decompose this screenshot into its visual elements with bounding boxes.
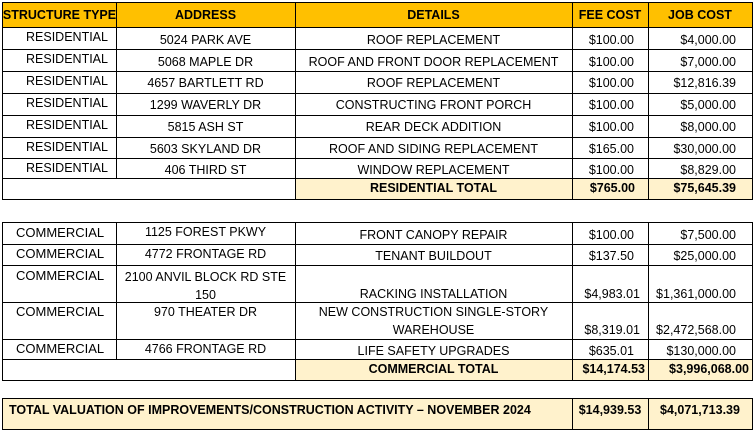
grid-line bbox=[2, 222, 753, 223]
commercial-total-label: COMMERCIAL TOTAL bbox=[295, 359, 572, 380]
grand-total-job: $4,071,713.39 bbox=[648, 399, 752, 429]
fee-cell: $100.00 bbox=[588, 76, 634, 90]
structure-type-cell: RESIDENTIAL bbox=[26, 52, 108, 66]
details-cell: TENANT BUILDOUT bbox=[375, 249, 492, 263]
header-job-cost: JOB COST bbox=[648, 3, 752, 27]
structure-type-cell: RESIDENTIAL bbox=[26, 96, 108, 110]
fee-cell: $165.00 bbox=[588, 142, 634, 156]
details-cell: NEW CONSTRUCTION SINGLE-STORY WAREHOUSE bbox=[318, 305, 549, 337]
job-cell: $8,000.00 bbox=[680, 120, 736, 134]
grid-line bbox=[2, 27, 753, 28]
job-cell: $7,500.00 bbox=[680, 228, 736, 242]
fee-cell: $8,319.01 bbox=[584, 323, 640, 337]
grid-line bbox=[572, 398, 573, 430]
grid-line bbox=[2, 158, 753, 159]
structure-type-cell: COMMERCIAL bbox=[16, 225, 105, 240]
header-details: DETAILS bbox=[295, 3, 572, 27]
grid-line bbox=[2, 49, 753, 50]
details-cell: RACKING INSTALLATION bbox=[359, 287, 508, 301]
header-structure-type: STRUCTURE TYPE bbox=[3, 3, 116, 27]
fee-cell: $100.00 bbox=[588, 98, 634, 112]
job-cell: $1,361,000.00 bbox=[656, 287, 736, 301]
grid-line bbox=[295, 2, 296, 200]
structure-type-cell: RESIDENTIAL bbox=[26, 30, 108, 44]
grid-line bbox=[116, 222, 117, 360]
job-cell: $7,000.00 bbox=[680, 55, 736, 69]
grid-line bbox=[2, 2, 3, 200]
fee-cell: $100.00 bbox=[588, 228, 634, 242]
grid-line bbox=[2, 244, 753, 245]
grid-line bbox=[2, 2, 753, 3]
job-cell: $5,000.00 bbox=[680, 98, 736, 112]
details-cell: ROOF REPLACEMENT bbox=[366, 33, 501, 47]
details-cell: LIFE SAFETY UPGRADES bbox=[357, 344, 510, 358]
address-cell: 4657 BARTLETT RD bbox=[147, 76, 264, 90]
job-cell: $130,000.00 bbox=[666, 344, 736, 358]
residential-total-fee: $765.00 bbox=[572, 178, 648, 199]
grid-line bbox=[752, 222, 753, 381]
address-cell: 5068 MAPLE DR bbox=[157, 55, 254, 69]
grid-line bbox=[2, 137, 753, 138]
header-fee-cost: FEE COST bbox=[572, 3, 648, 27]
grid-line bbox=[752, 398, 753, 430]
grid-line bbox=[2, 302, 753, 303]
job-cell: $4,000.00 bbox=[680, 33, 736, 47]
grand-total-label: TOTAL VALUATION OF IMPROVEMENTS/CONSTRUCTION ACTIVITY – NOVEMBER 2024 bbox=[3, 399, 572, 429]
structure-type-cell: RESIDENTIAL bbox=[26, 74, 108, 88]
grid-line bbox=[572, 2, 573, 200]
grid-line bbox=[2, 359, 753, 360]
job-cell: $12,816.39 bbox=[673, 76, 736, 90]
fee-cell: $635.01 bbox=[588, 344, 634, 358]
address-cell: 5815 ASH ST bbox=[167, 120, 244, 134]
grid-line bbox=[116, 2, 117, 179]
commercial-total-job: $3,996,068.00 bbox=[648, 359, 752, 380]
details-cell: FRONT CANOPY REPAIR bbox=[359, 228, 508, 242]
grid-line bbox=[295, 222, 296, 381]
job-cell: $8,829.00 bbox=[680, 163, 736, 177]
structure-type-cell: COMMERCIAL bbox=[16, 341, 105, 356]
details-cell: ROOF AND FRONT DOOR REPLACEMENT bbox=[308, 55, 559, 69]
grand-total-fee: $14,939.53 bbox=[572, 399, 648, 429]
structure-type-cell: RESIDENTIAL bbox=[26, 140, 108, 154]
address-cell: 4772 FRONTAGE RD bbox=[144, 247, 267, 261]
address-cell: 4766 FRONTAGE RD bbox=[144, 342, 267, 356]
residential-total-job: $75,645.39 bbox=[648, 178, 752, 199]
address-cell: 970 THEATER DR bbox=[153, 305, 258, 319]
address-cell: 5024 PARK AVE bbox=[159, 33, 252, 47]
fee-cell: $4,983.01 bbox=[584, 287, 640, 301]
grid-line bbox=[2, 71, 753, 72]
residential-total-label: RESIDENTIAL TOTAL bbox=[295, 178, 572, 199]
grid-line bbox=[2, 199, 753, 200]
grid-line bbox=[2, 398, 3, 430]
details-cell: WINDOW REPLACEMENT bbox=[357, 163, 510, 177]
grid-line bbox=[572, 222, 573, 381]
structure-type-cell: RESIDENTIAL bbox=[26, 118, 108, 132]
grid-line bbox=[752, 2, 753, 200]
grid-line bbox=[2, 178, 753, 179]
grid-line bbox=[2, 93, 753, 94]
job-cell: $2,472,568.00 bbox=[656, 323, 736, 337]
address-cell: 1299 WAVERLY DR bbox=[149, 98, 262, 112]
grid-line bbox=[2, 429, 753, 430]
details-cell: ROOF AND SIDING REPLACEMENT bbox=[328, 142, 539, 156]
grid-line bbox=[648, 222, 649, 381]
grid-line bbox=[2, 380, 753, 381]
address-cell: 1125 FOREST PKWY bbox=[144, 225, 267, 239]
fee-cell: $100.00 bbox=[588, 33, 634, 47]
fee-cell: $100.00 bbox=[588, 120, 634, 134]
grid-line bbox=[648, 398, 649, 430]
details-cell: REAR DECK ADDITION bbox=[365, 120, 502, 134]
address-cell: 5603 SKYLAND DR bbox=[149, 142, 262, 156]
details-cell: ROOF REPLACEMENT bbox=[366, 76, 501, 90]
address-cell: 406 THIRD ST bbox=[164, 163, 247, 177]
fee-cell: $137.50 bbox=[588, 249, 634, 263]
grid-line bbox=[648, 2, 649, 200]
job-cell: $25,000.00 bbox=[673, 249, 736, 263]
address-cell: 2100 ANVIL BLOCK RD STE 150 bbox=[124, 270, 287, 302]
grid-line bbox=[2, 398, 753, 399]
fee-cell: $100.00 bbox=[588, 55, 634, 69]
job-cell: $30,000.00 bbox=[673, 142, 736, 156]
structure-type-cell: COMMERCIAL bbox=[16, 246, 105, 261]
fee-cell: $100.00 bbox=[588, 163, 634, 177]
grid-line bbox=[2, 222, 3, 381]
structure-type-cell: COMMERCIAL bbox=[16, 268, 105, 283]
header-address: ADDRESS bbox=[116, 3, 295, 27]
structure-type-cell: COMMERCIAL bbox=[16, 304, 105, 319]
grid-line bbox=[2, 265, 753, 266]
grid-line bbox=[2, 115, 753, 116]
structure-type-cell: RESIDENTIAL bbox=[26, 161, 108, 175]
grid-line bbox=[2, 339, 753, 340]
details-cell: CONSTRUCTING FRONT PORCH bbox=[335, 98, 532, 112]
commercial-total-fee: $14,174.53 bbox=[572, 359, 648, 380]
